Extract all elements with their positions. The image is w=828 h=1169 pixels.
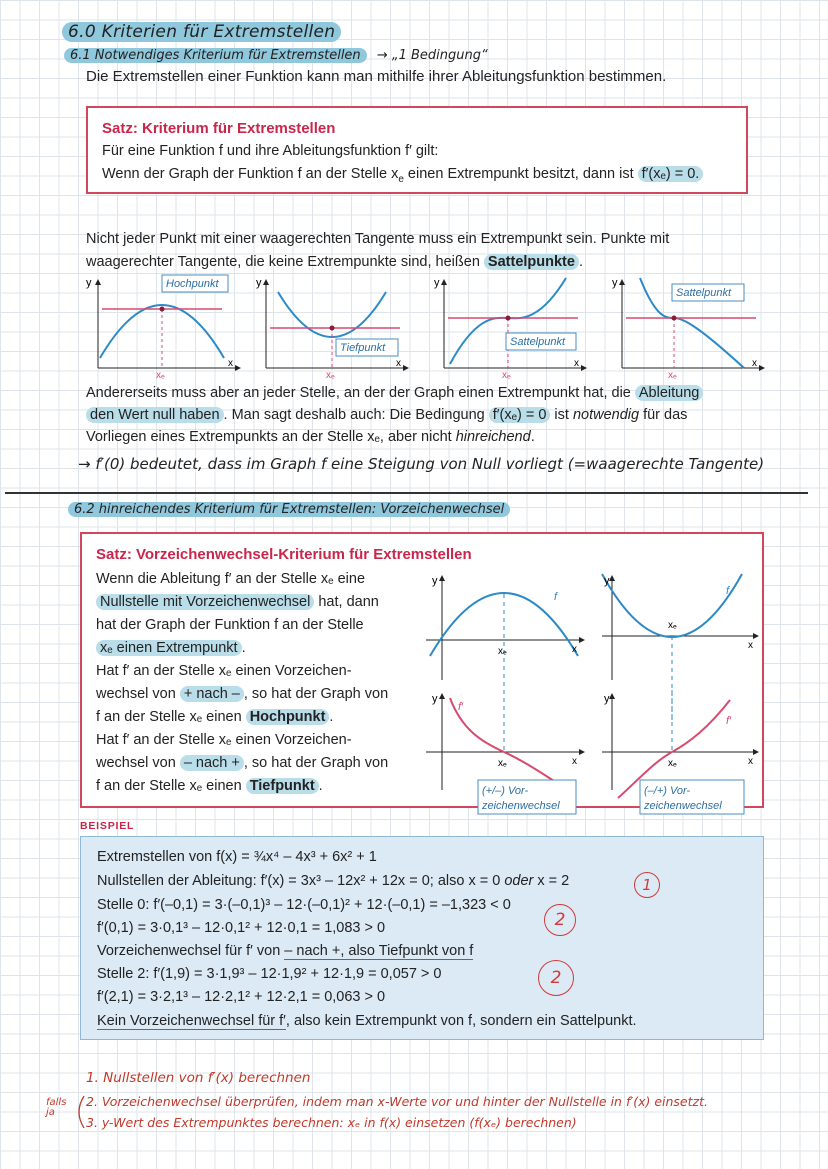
- beispiel-line-4: f′(0,1) = 3·0,1³ – 12·0,1² + 12·0,1 = 1,083 > 0: [97, 920, 386, 936]
- beispiel-line-3: Stelle 0: f′(–0,1) = 3·(–0,1)³ – 12·(–0,1)² + 12·(–0,1) = –1,323 < 0: [97, 897, 511, 913]
- svg-text:y: y: [432, 575, 438, 587]
- step-3: 3. y-Wert des Extrempunktes berechnen: xₑ in f(x) einsetzen (f(xₑ) berechnen): [86, 1115, 577, 1130]
- svg-text:xₑ: xₑ: [498, 758, 507, 769]
- svg-text:x: x: [748, 756, 753, 767]
- svg-text:xₑ: xₑ: [498, 646, 507, 657]
- satz-box-kriterium: [86, 106, 748, 194]
- satz2-title: Satz: Vorzeichenwechsel-Kriterium für Extremstellen: [96, 546, 472, 563]
- satz-line-2: Wenn der Graph der Funktion f an der Stelle $x_e$ einen Extrempunkt besitzt, dann ist f′(xₑ) = 0.: [102, 166, 703, 185]
- label-sattelpunkt-1: Sattelpunkt: [510, 336, 566, 348]
- svg-text:x: x: [752, 358, 757, 369]
- sattelpunkt-paragraph: Nicht jeder Punkt mit einer waagerechten Tangente muss ein Extrempunkt sein. Punkte mit waagerechter Tangente, die keine Extrempunkte sind, heißen Sattelpunkte .: [86, 231, 670, 270]
- graph-tiefpunkt: [256, 277, 408, 381]
- svg-text:f′: f′: [726, 715, 732, 727]
- tangent-graphs: [80, 272, 760, 380]
- beispiel-label: BEISPIEL: [80, 820, 135, 832]
- label-tiefpunkt: Tiefpunkt: [340, 342, 386, 354]
- graph-f-tiefpunkt: [602, 574, 758, 720]
- svg-text:f′: f′: [458, 701, 464, 713]
- satz-box-vorzeichenwechsel: [80, 532, 764, 812]
- satz-line-1: Für eine Funktion f und ihre Ableitungsfunktion f′ gilt:: [102, 143, 439, 159]
- bracket-mark: [72, 1094, 86, 1130]
- handwritten-note: → f′(0) bedeutet, dass im Graph f eine Steigung von Null vorliegt (=waagerechte Tangente): [78, 455, 765, 473]
- svg-text:zeichenwechsel: zeichenwechsel: [644, 800, 722, 812]
- falls-ja-note: falls ja: [46, 1097, 67, 1118]
- circle-step-1: 1: [634, 872, 660, 898]
- circle-step-2b: 2: [538, 960, 574, 996]
- notwendig-paragraph: Andererseits muss aber an jeder Stelle, an der der Graph einen Extrempunkt hat, die Ableitung den Wert null haben . Man sagt deshalb auch: Die Bedingung f′(xₑ) = 0 ist notwendig für das Vorliegen eines Extrempunkts an der Stelle xₑ, aber nicht hinreichend.: [86, 382, 756, 448]
- label-hochpunkt: Hochpunkt: [166, 278, 219, 290]
- step-1: 1. Nullstellen von f′(x) berechnen: [86, 1070, 311, 1086]
- formula-highlight: f′(xₑ) = 0.: [638, 166, 704, 182]
- svg-text:y: y: [432, 693, 438, 705]
- circle-step-2a: 2: [544, 904, 576, 936]
- svg-text:xₑ: xₑ: [326, 370, 335, 381]
- svg-text:y: y: [256, 277, 262, 289]
- satz-title: Satz: Kriterium für Extremstellen: [102, 120, 336, 137]
- graph-fprime-minus-plus: [602, 690, 758, 814]
- beispiel-line-5: Vorzeichenwechsel für f′ von – nach +, also Tiefpunkt von f: [97, 943, 474, 959]
- graph-fprime-plus-minus: [426, 690, 584, 814]
- svg-text:xₑ: xₑ: [668, 370, 677, 381]
- vzw-graphs: [422, 570, 758, 812]
- graph-hochpunkt: [86, 275, 240, 381]
- step-2: 2. Vorzeichenwechsel überprüfen, indem man x-Werte vor und hinter der Nullstelle in f′(x) einsetzt.: [86, 1094, 708, 1109]
- svg-text:y: y: [434, 277, 440, 289]
- svg-text:x: x: [396, 358, 401, 369]
- intro-text: Die Extremstellen einer Funktion kann man mithilfe ihrer Ableitungsfunktion bestimmen.: [86, 68, 667, 85]
- satz2-text: Wenn die Ableitung f′ an der Stelle xₑ eine Nullstelle mit Vorzeichenwechsel hat, dann hat der Graph der Funktion f an der Stelle xₑ einen Extrempunkt . Hat f′ an der Stelle xₑ einen Vorzeichen- wechsel von + nach – , so hat der Graph von f an der Stelle xₑ einen Hochpunkt . Hat f′ an der Stelle xₑ einen Vorzeichen- wechsel von – nach + , so hat der Graph von f an der Stelle xₑ einen Tiefpunkt .: [96, 571, 389, 794]
- section-6-2-heading: 6.2 hinreichendes Kriterium für Extremstellen: Vorzeichenwechsel: [68, 502, 510, 517]
- divider-line: [5, 492, 808, 494]
- graph-sattelpunkt-1: [434, 277, 586, 381]
- beispiel-line-1: Extremstellen von f(x) = ¾x⁴ – 4x³ + 6x² + 1: [97, 849, 377, 865]
- svg-text:xₑ: xₑ: [668, 620, 677, 631]
- beispiel-line-8: Kein Vorzeichenwechsel für f′, also kein Extrempunkt von f, sondern ein Sattelpunkt.: [97, 1013, 637, 1029]
- beispiel-box: [80, 836, 764, 1040]
- graph-sattelpunkt-2: [612, 277, 764, 381]
- label-sattelpunkt-2: Sattelpunkt: [676, 287, 732, 299]
- svg-text:x: x: [572, 756, 577, 767]
- bedingung-annotation: → „1 Bedingung“: [376, 48, 488, 63]
- svg-text:(+/–) Vor-: (+/–) Vor-: [482, 785, 529, 797]
- svg-text:y: y: [86, 277, 92, 289]
- svg-text:f: f: [554, 591, 558, 603]
- beispiel-line-7: f′(2,1) = 3·2,1³ – 12·2,1² + 12·2,1 = 0,063 > 0: [97, 989, 386, 1005]
- svg-text:zeichenwechsel: zeichenwechsel: [482, 800, 560, 812]
- svg-text:f: f: [726, 585, 730, 597]
- svg-text:xₑ: xₑ: [668, 758, 677, 769]
- section-6-1-heading: 6.1 Notwendiges Kriterium für Extremstellen → „1 Bedingung“: [64, 48, 488, 63]
- beispiel-line-2: Nullstellen der Ableitung: f′(x) = 3x³ – 12x² + 12x = 0; also x = 0 oder x = 2: [97, 873, 570, 889]
- svg-text:x: x: [748, 640, 753, 651]
- svg-text:y: y: [604, 693, 610, 705]
- svg-text:(–/+) Vor-: (–/+) Vor-: [644, 785, 691, 797]
- svg-text:xₑ: xₑ: [156, 370, 165, 381]
- svg-text:x: x: [574, 358, 579, 369]
- svg-text:y: y: [612, 277, 618, 289]
- svg-text:x: x: [572, 644, 577, 655]
- svg-text:x: x: [228, 358, 233, 369]
- svg-text:xₑ: xₑ: [502, 370, 511, 381]
- svg-text:y: y: [604, 575, 610, 587]
- section-6-0-heading: 6.0 Kriterien für Extremstellen: [62, 22, 341, 42]
- beispiel-line-6: Stelle 2: f′(1,9) = 3·1,9³ – 12·1,9² + 12·1,9 = 0,057 > 0: [97, 966, 442, 982]
